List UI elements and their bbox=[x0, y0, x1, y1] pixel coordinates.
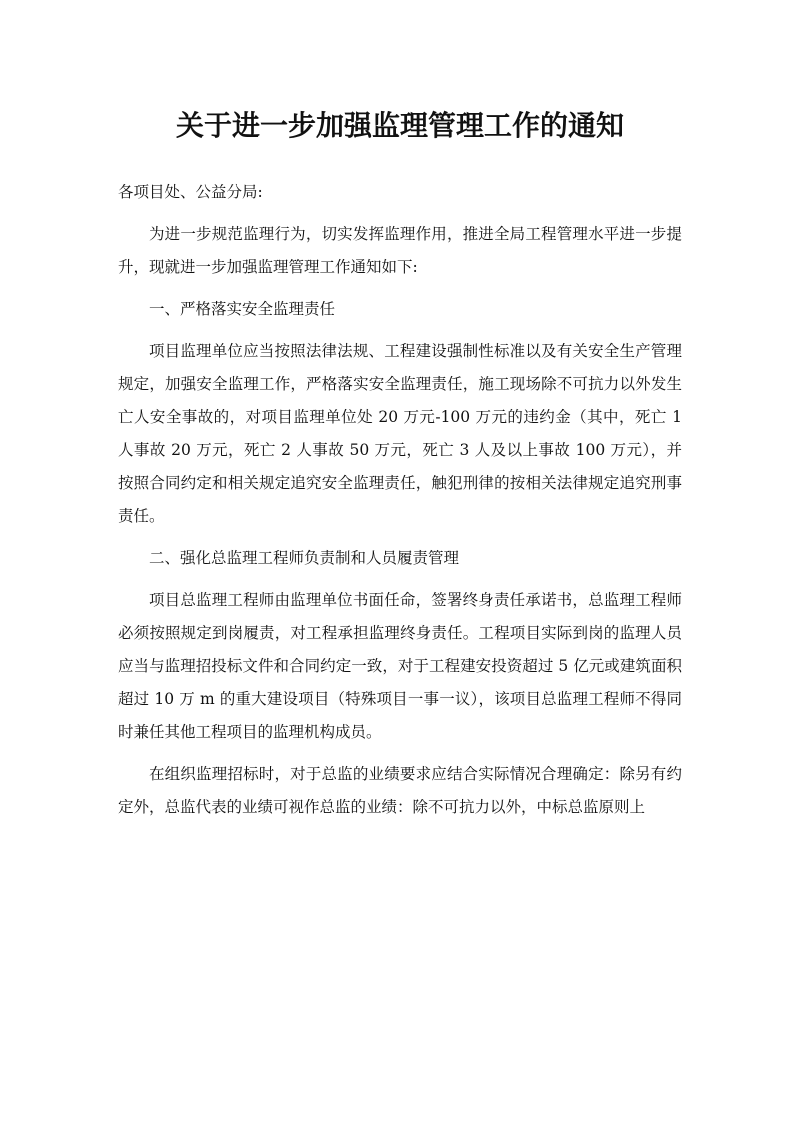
salutation: 各项目处、公益分局: bbox=[118, 183, 263, 201]
intro-paragraph: 为进一步规范监理行为，切实发挥监理作用，推进全局工程管理水平进一步提升，现就进一步加强监理管理工作通知如下: bbox=[118, 225, 682, 276]
section-2-paragraph-1: 项目总监理工程师由监理单位书面任命，签署终身责任承诺书，总监理工程师必须按照规定到岗履责，对工程承担监理终身责任。工程项目实际到岗的监理人员应当与监理招投标文件和合同约定一致，对于工程建安投资超过 5 亿元或建筑面积超过 10 万 m 的重大建设项目（特殊项目一事一议），该项目总监理工程师不得同时兼任其他工程项目的监理机构成员。 bbox=[118, 591, 682, 741]
section-2-paragraph-2: 在组织监理招标时，对于总监的业绩要求应结合实际情况合理确定：除另有约定外，总监代表的业绩可视作总监的业绩：除不可抗力以外，中标总监原则上 bbox=[118, 765, 682, 816]
section-heading-2: 二、强化总监理工程师负责制和人员履责管理 bbox=[149, 549, 460, 567]
document-body bbox=[118, 176, 682, 833]
section-heading-1: 一、严格落实安全监理责任 bbox=[149, 300, 336, 318]
document-title: 关于进一步加强监理管理工作的通知 bbox=[175, 109, 624, 142]
section-1-paragraph: 项目监理单位应当按照法律法规、工程建设强制性标准以及有关安全生产管理规定，加强安全监理工作，严格落实安全监理责任，施工现场除不可抗力以外发生亡人安全事故的，对项目监理单位处 20 万元-100 万元的违约金（其中，死亡 1 人事故 20 万元，死亡 2 人事故 50 万元，死亡 3 人及以上事故 100 万元），并按照合同约定和相关规定追究安全监理责任，触犯刑律的按相关法律规定追究刑事责任。 bbox=[118, 342, 682, 525]
